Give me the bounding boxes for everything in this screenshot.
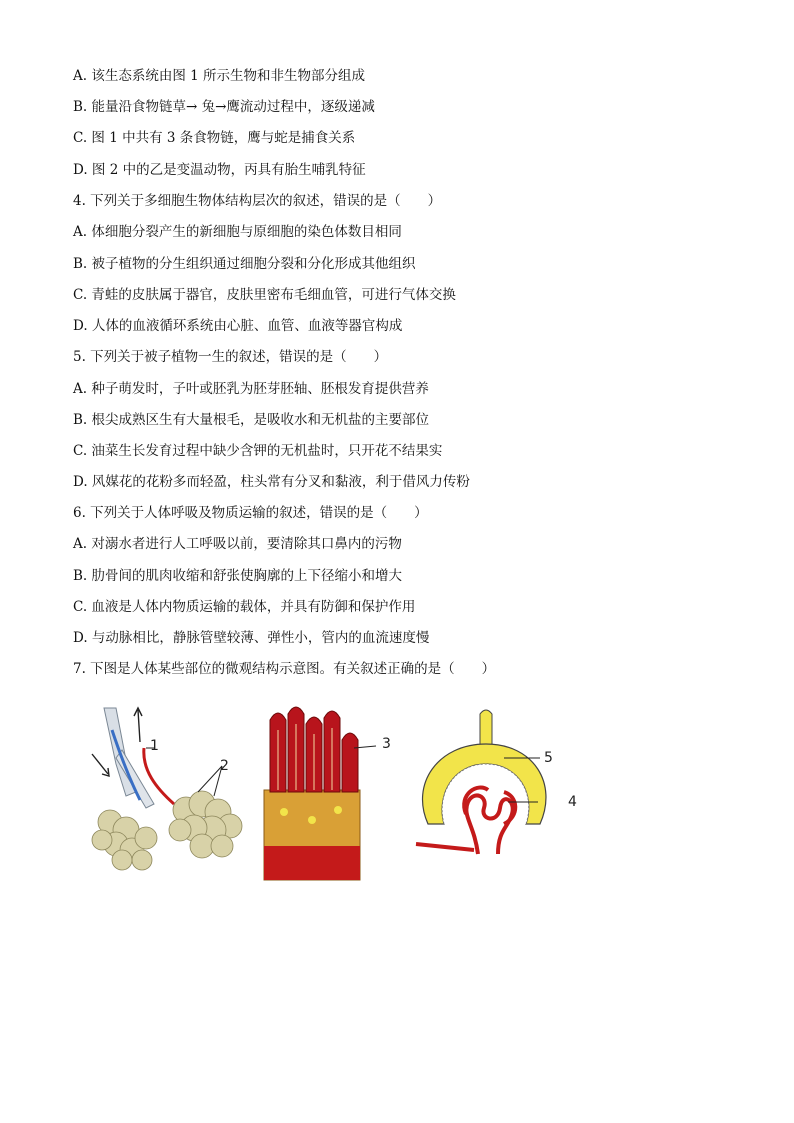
q3-option-c: C. 图 1 中共有 3 条食物链，鹰与蛇是捕食关系 — [73, 130, 356, 146]
q6-option-b: B. 肋骨间的肌肉收缩和舒张使胸廓的上下径缩小和增大 — [73, 568, 403, 584]
q7-stem: 7. 下图是人体某些部位的微观结构示意图。有关叙述正确的是（ ） — [73, 661, 496, 677]
q4-option-a: A. 体细胞分裂产生的新细胞与原细胞的染色体数目相同 — [73, 224, 402, 240]
label-4: 4 — [568, 794, 577, 810]
q3-option-a: A. 该生态系统由图 1 所示生物和非生物部分组成 — [73, 68, 366, 84]
q5-option-d: D. 风媒花的花粉多而轻盈，柱头常有分叉和黏液，利于借风力传粉 — [73, 474, 470, 490]
q3-option-d: D. 图 2 中的乙是变温动物，丙具有胎生哺乳特征 — [73, 162, 366, 178]
label-3: 3 — [382, 736, 391, 752]
q6-option-c: C. 血液是人体内物质运输的载体，并具有防御和保护作用 — [73, 599, 416, 615]
renal-corpuscle-figure — [408, 704, 588, 864]
q4-option-c: C. 青蛙的皮肤属于器官，皮肤里密布毛细血管，可进行气体交换 — [73, 287, 456, 303]
q4-option-d: D. 人体的血液循环系统由心脏、血管、血液等器官构成 — [73, 318, 403, 334]
label-5: 5 — [544, 750, 553, 766]
villi-figure — [262, 700, 402, 884]
villi-illustration — [262, 700, 402, 884]
q5-option-c: C. 油菜生长发育过程中缺少含钾的无机盐时，只开花不结果实 — [73, 443, 443, 459]
q6-option-a: A. 对溺水者进行人工呼吸以前，要清除其口鼻内的污物 — [73, 536, 402, 552]
q5-option-b: B. 根尖成熟区生有大量根毛，是吸收水和无机盐的主要部位 — [73, 412, 430, 428]
q6-stem: 6. 下列关于人体呼吸及物质运输的叙述，错误的是（ ） — [73, 505, 428, 521]
renal-corpuscle-illustration — [408, 704, 588, 864]
label-1: 1 — [150, 738, 159, 754]
q6-option-d: D. 与动脉相比，静脉管壁较薄、弹性小，管内的血流速度慢 — [73, 630, 430, 646]
q5-stem: 5. 下列关于被子植物一生的叙述，错误的是（ ） — [73, 349, 388, 365]
q4-stem: 4. 下列关于多细胞生物体结构层次的叙述，错误的是（ ） — [73, 193, 442, 209]
label-2: 2 — [220, 758, 229, 774]
q5-option-a: A. 种子萌发时，子叶或胚乳为胚芽胚轴、胚根发育提供营养 — [73, 381, 429, 397]
alveoli-illustration — [82, 700, 252, 880]
q4-option-b: B. 被子植物的分生组织通过细胞分裂和分化形成其他组织 — [73, 256, 416, 272]
q3-option-b: B. 能量沿食物链草→ 兔→鹰流动过程中，逐级递减 — [73, 99, 375, 115]
alveoli-figure — [82, 700, 252, 880]
